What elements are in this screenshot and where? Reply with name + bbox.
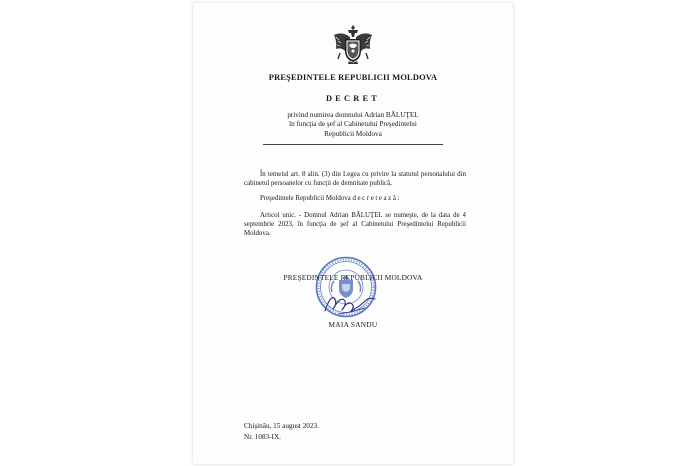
issuing-institution: PREŞEDINTELE REPUBLICII MOLDOVA xyxy=(268,73,438,82)
coat-of-arms-icon xyxy=(330,23,376,67)
decision-verb: decretează: xyxy=(352,195,402,202)
subject-line: Republicii Moldova xyxy=(324,129,382,138)
decision-lead: Preşedintele Republicii Moldova xyxy=(260,195,353,202)
subject-line: privind numirea domnului Adrian BĂLUŢEL xyxy=(287,111,419,119)
decree-page xyxy=(193,3,513,464)
signatory-name: MAIA SANDU xyxy=(328,320,378,329)
place-and-date: Chişinău, 15 august 2023. xyxy=(244,422,319,430)
decision-paragraph xyxy=(244,195,466,204)
signatory-institution: PREŞEDINTELE REPUBLICII MOLDOVA xyxy=(283,273,423,282)
document-type: DECRET xyxy=(325,94,381,103)
decree-subject xyxy=(253,111,453,139)
decree-number: Nr. 1083-IX. xyxy=(244,433,281,441)
subject-underline xyxy=(263,144,443,145)
signature-icon xyxy=(319,287,383,319)
single-article-paragraph: Articol unic. - Domnul Adrian BĂLUŢEL se numeşte, de la data de 4 septembrie 2023, în funcţia de şef al Cabinetului Preşedintelui Republicii Moldova. xyxy=(244,212,466,237)
subject-line: în funcţia de şef al Cabinetului Preşedintelui xyxy=(289,120,417,129)
legal-basis-paragraph: În temeiul art. 8 alin. (3) din Legea cu privire la statutul personalului din cabinetul persoanelor cu funcţii de demnitate publică, xyxy=(244,171,466,187)
